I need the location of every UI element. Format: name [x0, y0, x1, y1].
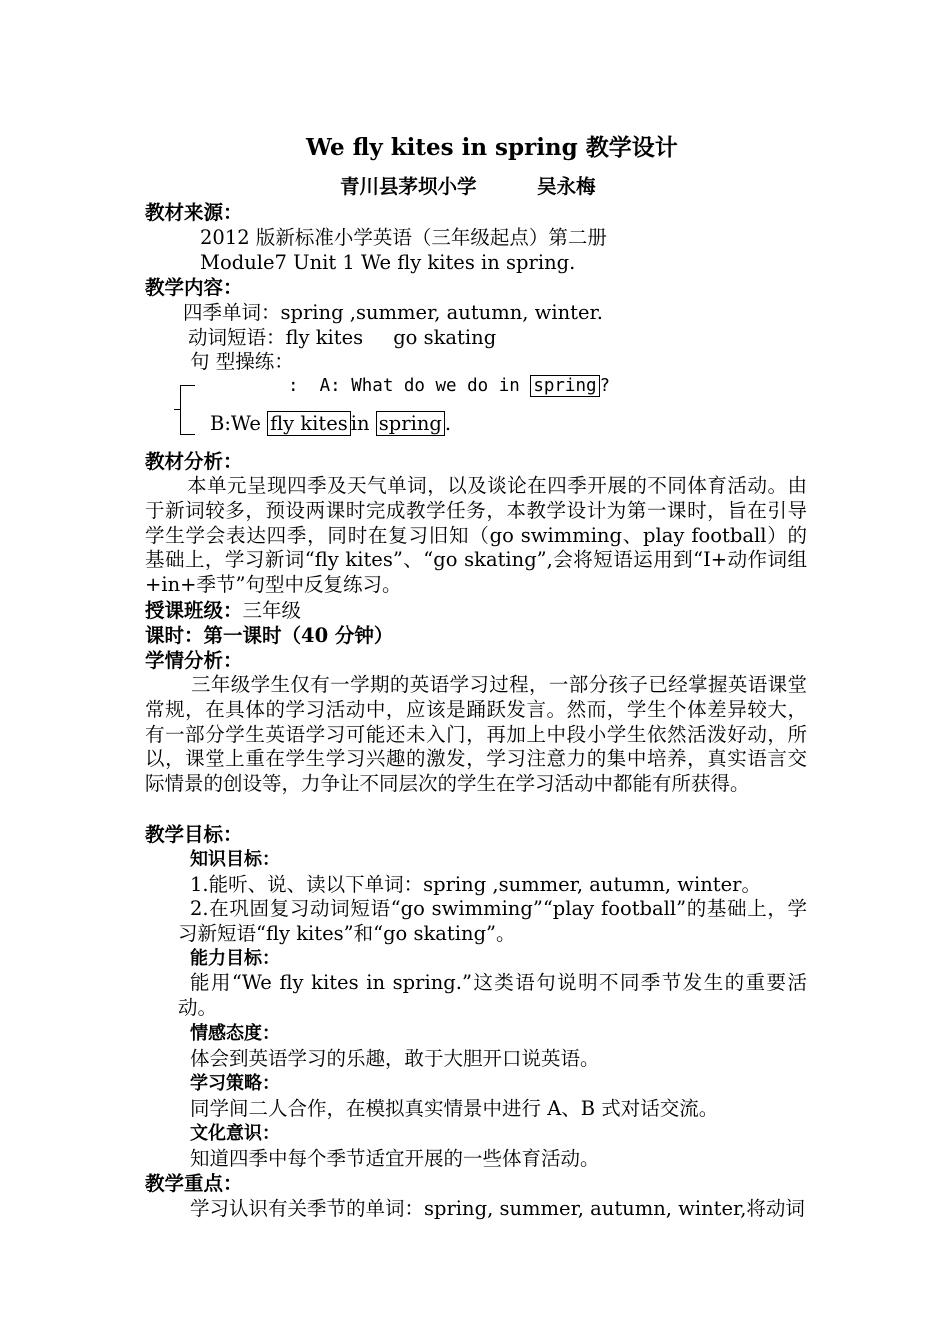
drill-label: 句 型操练： — [190, 350, 294, 373]
drill-b-prefix: B:We — [210, 412, 268, 435]
drill-b-suffix: . — [444, 412, 452, 435]
drill-a-prefix: : A: What do we do in — [288, 376, 531, 396]
drill-a-suffix: ? — [599, 376, 611, 396]
culture-goal-label: 文化意识： — [190, 1123, 280, 1144]
drill-b-box-spring: spring — [376, 411, 445, 436]
content-heading: 教学内容： — [145, 276, 243, 299]
verb-phrases-label: 动词短语： — [188, 326, 286, 349]
learners-heading: 学情分析： — [145, 649, 243, 672]
drill-line-a — [288, 374, 610, 399]
class-label: 授课班级： — [145, 599, 243, 622]
drill-line-b — [210, 411, 451, 436]
source-heading: 教材来源： — [145, 201, 243, 224]
strategy-goal-text: 同学间二人合作，在模拟真实情景中进行 A、B 式对话交流。 — [190, 1097, 719, 1120]
knowledge-goal-1: 1.能听、说、读以下单词：spring ,summer, autumn, winter。 — [190, 873, 761, 896]
ability-goal-label: 能力目标： — [190, 948, 280, 969]
drill-a-box-spring: spring — [530, 375, 599, 397]
school-name: 青川县茅坝小学 — [340, 175, 477, 198]
focus-text: 学习认识有关季节的单词：spring, summer, autumn, winter,将动词 — [190, 1197, 805, 1220]
learners-paragraph: 三年级学生仅有一学期的英语学习过程，一部分孩子已经掌握英语课堂常规，在具体的学习活动中，应该是踊跃发言。然而，学生个体差异较大，有一部分学生英语学习可能还未入门，再加上中段小学生依然活泼好动，所以，课堂上重在学生学习兴趣的激发，学习注意力的集中培养，真实语言交际情景的创设等，力争让不同层次的学生在学习活动中都能有所获得。 — [145, 673, 807, 796]
source-line-1: 2012 版新标准小学英语（三年级起点）第二册 — [200, 226, 607, 249]
drill-bracket — [180, 385, 195, 435]
emotion-goal-text: 体会到英语学习的乐趣，敢于大胆开口说英语。 — [190, 1047, 600, 1070]
drill-b-mid: in — [350, 412, 376, 435]
knowledge-goal-label: 知识目标： — [190, 849, 280, 870]
analysis-paragraph: 本单元呈现四季及天气单词，以及谈论在四季开展的不同体育活动。由于新词较多，预设两课时完成教学任务，本教学设计为第一课时，旨在引导学生学会表达四季，同时在复习旧知（go swimming、play football）的基础上，学习新词“fly kites”、“go skating”,会将短语运用到“I+动作词组+in+季节”句型中反复练习。 — [145, 474, 807, 597]
verb-phrases — [188, 325, 496, 350]
focus-heading: 教学重点： — [145, 1172, 243, 1195]
class-value: 三年级 — [242, 599, 302, 622]
analysis-heading: 教材分析： — [145, 450, 243, 473]
emotion-goal-label: 情感态度： — [190, 1023, 280, 1044]
season-words: 四季单词：spring ,summer, autumn, winter. — [183, 301, 603, 324]
author-name: 吴永梅 — [537, 175, 596, 198]
knowledge-goal-2: 2.在巩固复习动词短语“go swimming”“play football”的基础上，学习新短语“fly kites”和“go skating”。 — [178, 897, 807, 945]
source-line-2: Module7 Unit 1 We fly kites in spring. — [200, 251, 576, 274]
culture-goal-text: 知道四季中每个季节适宜开展的一些体育活动。 — [190, 1147, 600, 1170]
phrase-fly-kites: fly kites — [285, 326, 364, 349]
period-line: 课时：第一课时（40 分钟） — [145, 624, 394, 647]
drill-b-box-fly-kites: fly kites — [267, 411, 351, 436]
class-line — [145, 598, 301, 623]
strategy-goal-label: 学习策略： — [190, 1073, 280, 1094]
goals-heading: 教学目标： — [145, 823, 243, 846]
phrase-go-skating: go skating — [393, 326, 497, 349]
drill-bracket-nub — [174, 409, 181, 410]
page-title: We fly kites in spring 教学设计 — [306, 134, 678, 161]
ability-goal-text: 能用“We fly kites in spring.”这类语句说明不同季节发生的重要活动。 — [178, 971, 807, 1019]
